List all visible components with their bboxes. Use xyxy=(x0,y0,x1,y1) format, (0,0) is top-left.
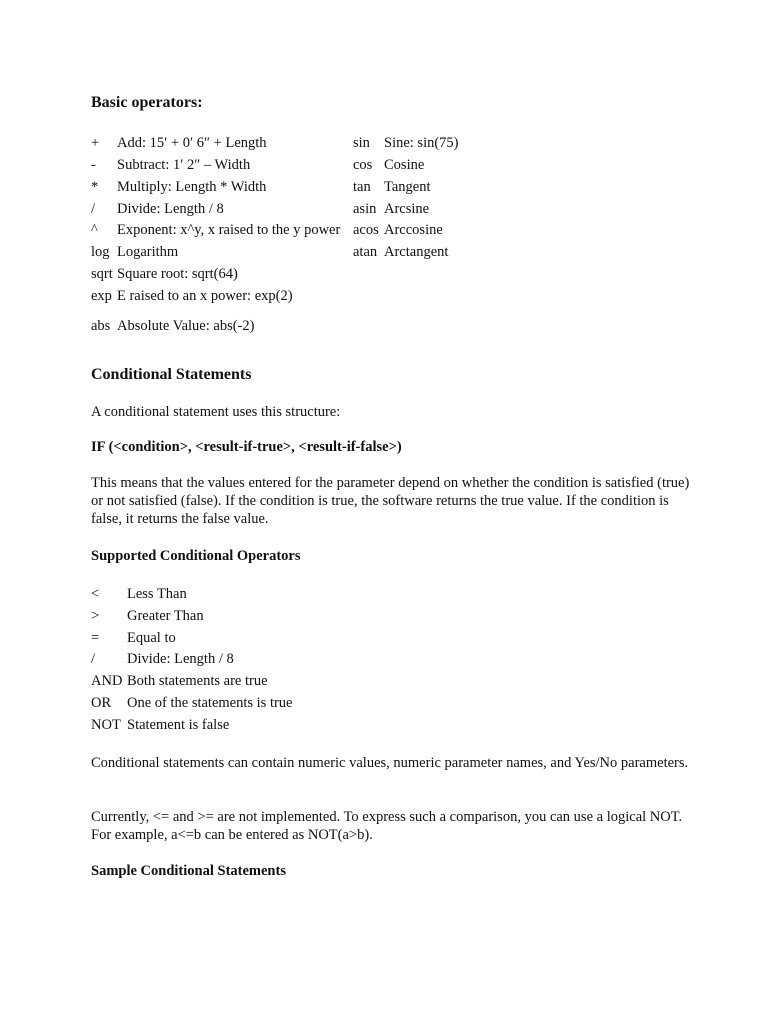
operator-symbol: acos xyxy=(353,222,379,238)
operator-symbol: sin xyxy=(353,135,370,151)
operator-row xyxy=(91,200,391,220)
conditional-operator-row xyxy=(91,585,391,605)
operator-symbol: tan xyxy=(353,179,371,195)
operator-row xyxy=(91,243,391,263)
operator-row xyxy=(91,156,391,176)
operator-description: Arccosine xyxy=(384,222,443,238)
operator-symbol: atan xyxy=(353,244,378,260)
operator-symbol: + xyxy=(91,135,100,151)
operator-description: Square root: sqrt(64) xyxy=(117,266,238,282)
operator-description: Tangent xyxy=(384,179,431,195)
operator-symbol: / xyxy=(91,201,96,217)
operator-symbol: ^ xyxy=(91,222,98,238)
operator-description: Statement is false xyxy=(127,717,230,733)
operator-row xyxy=(91,265,391,285)
operator-row xyxy=(91,221,391,241)
operator-row xyxy=(91,134,391,154)
operator-description: E raised to an x power: exp(2) xyxy=(117,288,293,304)
operator-symbol: asin xyxy=(353,201,377,217)
conditional-operator-row xyxy=(91,607,391,627)
operator-description: Less Than xyxy=(127,586,187,602)
operator-row xyxy=(353,221,553,241)
operator-description: Equal to xyxy=(127,630,176,646)
operator-symbol: AND xyxy=(91,673,123,689)
operator-symbol: < xyxy=(91,586,100,602)
operator-symbol: log xyxy=(91,244,110,260)
operator-description: Both statements are true xyxy=(127,673,268,689)
operator-description: Divide: Length / 8 xyxy=(117,201,224,217)
conditional-intro: A conditional statement uses this structure: xyxy=(91,404,341,420)
operator-symbol: = xyxy=(91,630,100,646)
operator-symbol: NOT xyxy=(91,717,121,733)
conditional-statements-heading: Conditional Statements xyxy=(91,366,252,383)
operator-symbol: OR xyxy=(91,695,112,711)
operator-description: Divide: Length / 8 xyxy=(127,651,234,667)
supported-operators-heading: Supported Conditional Operators xyxy=(91,548,301,564)
operator-row xyxy=(91,287,391,307)
operator-description: Absolute Value: abs(-2) xyxy=(117,318,255,334)
conditional-operator-row xyxy=(91,672,391,692)
operator-symbol: - xyxy=(91,157,96,173)
conditional-contain-note: Conditional statements can contain numeric values, numeric parameter names, and Yes/No parameters. xyxy=(91,755,689,771)
conditional-structure: IF (<condition>, <result-if-true>, <result-if-false>) xyxy=(91,439,402,455)
operator-symbol: * xyxy=(91,179,99,195)
operator-description: Subtract: 1′ 2″ – Width xyxy=(117,157,251,173)
operator-description: Sine: sin(75) xyxy=(384,135,459,151)
operator-symbol: abs xyxy=(91,318,111,334)
operator-description: Greater Than xyxy=(127,608,204,624)
conditional-operator-row xyxy=(91,694,391,714)
conditional-explanation: This means that the values entered for the parameter depend on whether the condition is satisfied (true) or not satisfied (false). If the condition is true, the software returns the true value. If the condition is false, it returns the false value. xyxy=(91,475,690,527)
operator-description: Logarithm xyxy=(117,244,179,260)
operator-description: Exponent: x^y, x raised to the y power xyxy=(117,222,341,238)
operator-description: Add: 15′ + 0′ 6″ + Length xyxy=(117,135,267,151)
operator-symbol: sqrt xyxy=(91,266,113,282)
conditional-implemented-note: Currently, <= and >= are not implemented. To express such a comparison, you can use a logical NOT. For example, a<=b can be entered as NOT(a>b). xyxy=(91,809,683,843)
operator-row xyxy=(353,178,553,198)
operator-symbol: / xyxy=(91,651,96,667)
operator-row xyxy=(91,317,391,337)
operator-row xyxy=(91,178,391,198)
conditional-operator-row xyxy=(91,650,391,670)
operator-row xyxy=(353,134,553,154)
operator-row xyxy=(353,156,553,176)
operator-symbol: cos xyxy=(353,157,373,173)
operator-description: Arctangent xyxy=(384,244,449,260)
operator-description: Cosine xyxy=(384,157,425,173)
sample-statements-heading: Sample Conditional Statements xyxy=(91,863,286,879)
operator-symbol: exp xyxy=(91,288,112,304)
basic-operators-heading: Basic operators: xyxy=(91,94,203,111)
operator-description: One of the statements is true xyxy=(127,695,293,711)
conditional-operator-row xyxy=(91,716,391,736)
operator-symbol: > xyxy=(91,608,100,624)
operator-description: Arcsine xyxy=(384,201,430,217)
operator-row xyxy=(353,200,553,220)
conditional-operator-row xyxy=(91,629,391,649)
operator-description: Multiply: Length * Width xyxy=(117,179,267,195)
operator-row xyxy=(353,243,553,263)
